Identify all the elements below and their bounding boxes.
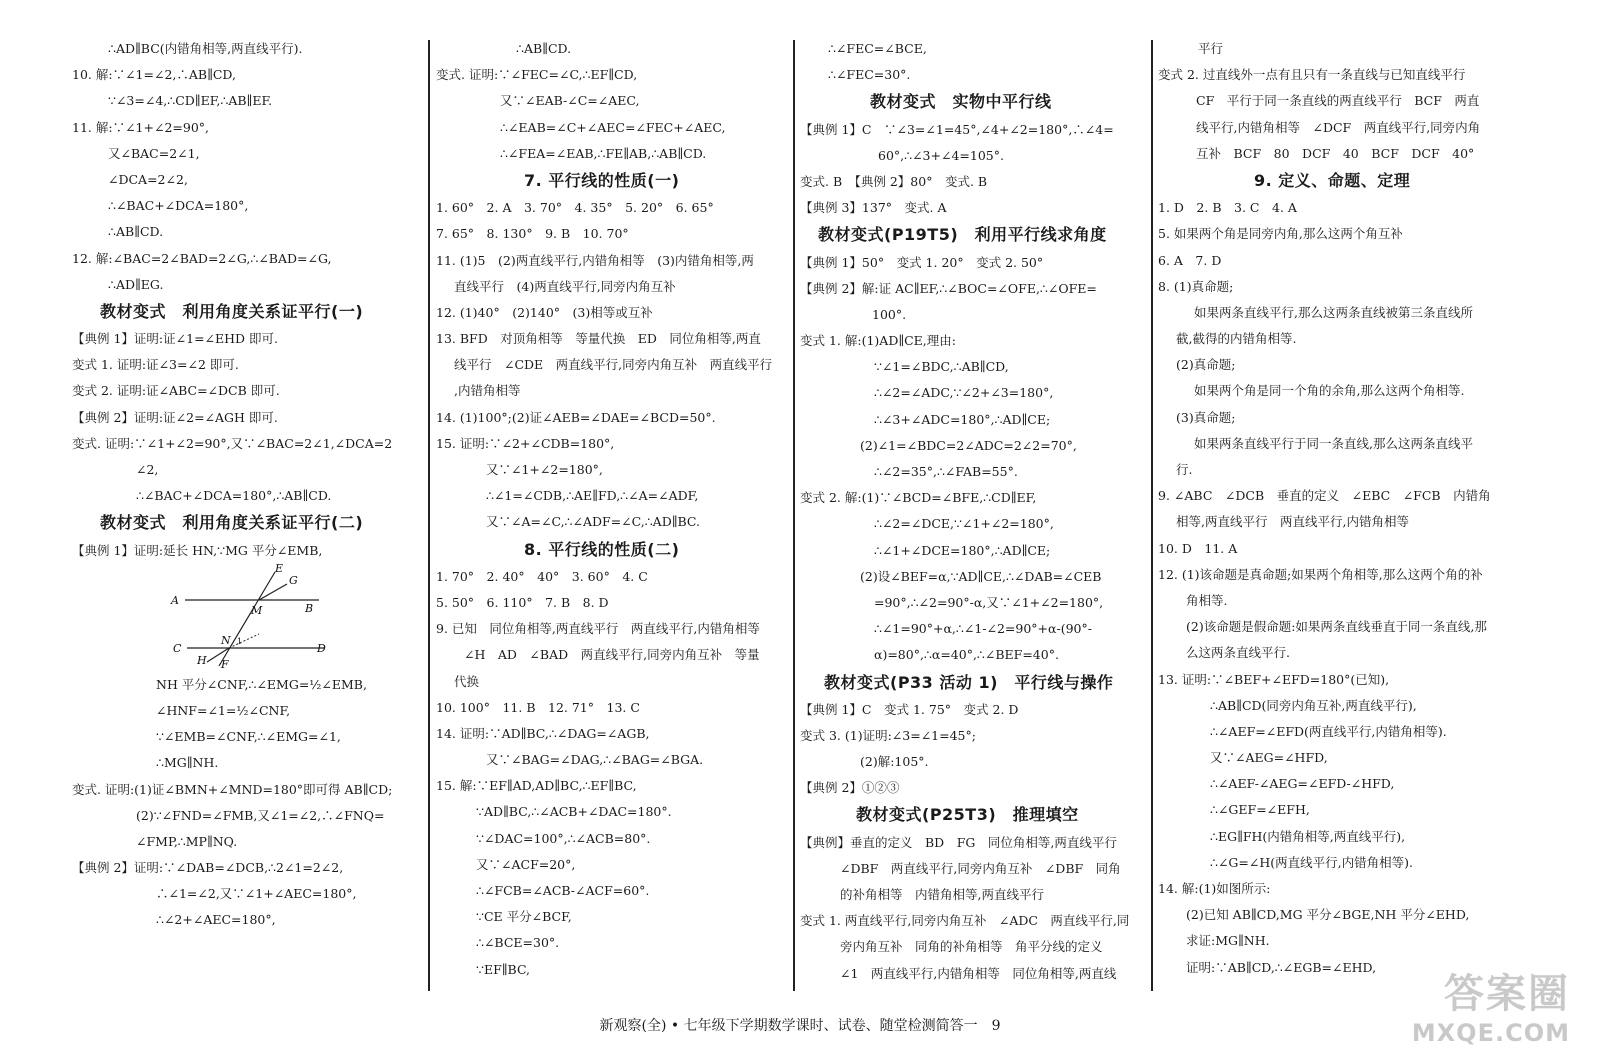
column-divider <box>428 40 430 991</box>
answer-line: 11. 解:∵∠1+∠2=90°, <box>72 119 209 135</box>
answer-line: ∴∠AEF-∠AEG=∠EFD-∠HFD, <box>1210 776 1395 792</box>
answer-line: ∵∠1=∠BDC,∴AB∥CD, <box>874 359 1009 375</box>
answer-line: 变式 2. 证明:证∠ABC=∠DCB 即可. <box>72 383 280 399</box>
answer-line: ∴∠BAC+∠DCA=180°,∴AB∥CD. <box>136 488 332 504</box>
answer-line: 1. D 2. B 3. C 4. A <box>1158 200 1297 216</box>
answer-line: 截,截得的内错角相等. <box>1176 331 1297 347</box>
geometry-figure <box>167 564 337 668</box>
answer-line: 【典例 1】C 变式 1. 75° 变式 2. D <box>800 701 1019 717</box>
answer-line: 旁内角互补 同角的补角相等 角平分线的定义 <box>840 939 1103 955</box>
answer-line: ∠2, <box>136 462 159 477</box>
answer-line: 平行 <box>1198 41 1224 56</box>
answer-line: 【典例 3】137° 变式. A <box>800 200 947 216</box>
section-heading: 教材变式 利用角度关系证平行(一) <box>100 301 364 321</box>
answer-line: 相等,两直线平行 两直线平行,内错角相等 <box>1176 514 1409 530</box>
answer-line: 15. 解:∵EF∥AD,AD∥BC,∴EF∥BC, <box>436 778 637 794</box>
answer-line: 变式 2. 过直线外一点有且只有一条直线与已知直线平行 <box>1158 67 1466 83</box>
answer-line: 变式. 证明:∵∠FEC=∠C,∴EF∥CD, <box>436 67 638 83</box>
label-g: G <box>289 573 298 587</box>
column-4 <box>1158 36 1514 981</box>
answer-line: (2)∠1=∠BDC=2∠ADC=2∠2=70°, <box>860 437 1077 453</box>
answer-line: ∴∠EAB=∠C+∠AEC=∠FEC+∠AEC, <box>500 119 726 135</box>
answer-line: 又∵∠BAG=∠DAG,∴∠BAG=∠BGA. <box>486 752 704 768</box>
section-heading: 7. 平行线的性质(一) <box>524 170 680 190</box>
answer-line: 变式 3. (1)证明:∠3=∠1=45°; <box>800 727 976 743</box>
answer-line: 角相等. <box>1186 592 1228 608</box>
label-b: B <box>305 601 314 615</box>
answer-line: 【典例 2】①②③ <box>800 780 900 796</box>
column-divider <box>793 40 795 991</box>
column-2 <box>436 36 792 983</box>
answer-line: 1. 60° 2. A 3. 70° 4. 35° 5. 20° 6. 65° <box>436 200 714 216</box>
answer-line: 变式 2. 解:(1)∵∠BCD=∠BFE,∴CD∥EF, <box>800 490 1037 506</box>
answer-line: 14. 证明:∵AD∥BC,∴∠DAG=∠AGB, <box>436 725 650 741</box>
answer-line: 如果两条直线平行于同一条直线,那么这两条直线平 <box>1194 435 1473 451</box>
answer-line: ∴∠GEF=∠EFH, <box>1210 802 1310 818</box>
section-heading: 9. 定义、命题、定理 <box>1254 170 1411 190</box>
answer-line: ∴∠1=∠CDB,∴AE∥FD,∴∠A=∠ADF, <box>486 488 699 504</box>
answer-line: ∴∠2=∠ADC,∵∠2+∠3=180°, <box>874 385 1054 401</box>
watermark <box>1412 962 1570 1047</box>
answer-line: 如果两条直线平行,那么这两条直线被第三条直线所 <box>1194 304 1473 320</box>
label-angle-1: 1 <box>237 636 243 646</box>
section-heading: 8. 平行线的性质(二) <box>524 539 680 559</box>
answer-line: 9. 已知 同位角相等,两直线平行 两直线平行,内错角相等 <box>436 621 760 637</box>
section-heading: 教材变式 实物中平行线 <box>870 92 1052 112</box>
answer-line: 【典例 1】C ∵∠3=∠1=45°,∠4+∠2=180°,∴∠4= <box>800 121 1114 137</box>
label-e: E <box>275 563 284 575</box>
answer-line: ∴AB∥CD. <box>516 41 572 56</box>
answer-line: (2)解:105°. <box>860 754 929 770</box>
answer-line: ∴AB∥CD(同旁内角互补,两直线平行), <box>1210 697 1417 713</box>
column-1 <box>72 36 424 934</box>
answer-line: ∴AB∥CD. <box>108 224 164 240</box>
answer-line: 60°,∴∠3+∠4=105°. <box>878 147 1004 163</box>
answer-line: ∠DCA=2∠2, <box>108 171 188 187</box>
answer-line: 14. 解:(1)如图所示: <box>1158 881 1271 896</box>
answer-line: ∴∠BAC+∠DCA=180°, <box>108 198 249 214</box>
section-heading: 教材变式(P25T3) 推理填空 <box>856 805 1079 825</box>
column-divider <box>1151 40 1153 991</box>
answer-line: ∴∠AEF=∠EFD(两直线平行,内错角相等). <box>1210 723 1447 739</box>
answer-line: 11. (1)5 (2)两直线平行,内错角相等 (3)内错角相等,两 <box>436 252 754 268</box>
answer-line: 行. <box>1176 462 1193 477</box>
answer-line: (2)设∠BEF=α,∵AD∥CE,∴∠DAB=∠CEB <box>860 568 1102 584</box>
answer-line: ∵∠EMB=∠CNF,∴∠EMG=∠1, <box>156 729 341 745</box>
answer-line: ∠H AD ∠BAD 两直线平行,同旁内角互补 等量 <box>464 647 760 663</box>
answer-line: ∠1 两直线平行,内错角相等 同位角相等,两直线 <box>840 965 1117 981</box>
answer-line: 14. (1)100°;(2)证∠AEB=∠DAE=∠BCD=50°. <box>436 409 716 425</box>
answer-line: 10. 解:∵∠1=∠2,∴AB∥CD, <box>72 67 236 83</box>
answer-line: 7. 65° 8. 130° 9. B 10. 70° <box>436 226 629 242</box>
answer-line: ,内错角相等 <box>454 383 521 399</box>
answer-line: 10. D 11. A <box>1158 540 1238 556</box>
answer-line: 【典例 1】50° 变式 1. 20° 变式 2. 50° <box>800 254 1044 270</box>
answer-line: ∴∠1=90°+α,∴∠1-∠2=90°+α-(90°- <box>874 621 1092 637</box>
answer-line: (2)真命题; <box>1176 357 1236 373</box>
answer-line: 证明:∵AB∥CD,∴∠EGB=∠EHD, <box>1186 959 1377 975</box>
answer-line: (2)已知 AB∥CD,MG 平分∠BGE,NH 平分∠EHD, <box>1186 907 1470 923</box>
answer-line: ∵AD∥BC,∴∠ACB+∠DAC=180°. <box>476 804 672 820</box>
answer-line: ∴∠2=∠DCE,∵∠1+∠2=180°, <box>874 516 1054 532</box>
answer-line: =90°,∴∠2=90°-α,又∵∠1+∠2=180°, <box>874 594 1104 610</box>
answer-line: 【典例 2】证明:∵∠DAB=∠DCB,∴2∠1=2∠2, <box>72 860 344 876</box>
answer-line: 变式 1. 解:(1)AD∥CE,理由: <box>800 333 956 349</box>
answer-line: 【典例 1】证明:延长 HN,∵MG 平分∠EMB, <box>72 542 323 558</box>
answer-line: 【典例 1】证明:证∠1=∠EHD 即可. <box>72 331 279 347</box>
answer-line: ∴∠2+∠AEC=180°, <box>156 912 276 928</box>
answer-line: 13. BFD 对顶角相等 等量代换 ED 同位角相等,两直 <box>436 331 761 347</box>
answer-line: 么这两条直线平行. <box>1186 645 1290 661</box>
answer-line: 变式 1. 两直线平行,同旁内角互补 ∠ADC 两直线平行,同 <box>800 913 1130 929</box>
answer-line: ∵CE 平分∠BCF, <box>476 909 572 925</box>
answer-line: 的补角相等 内错角相等,两直线平行 <box>840 887 1044 902</box>
answer-line: ∴∠FEC=∠BCE, <box>828 41 927 56</box>
answer-line: 线平行 ∠CDE 两直线平行,同旁内角互补 两直线平行 <box>454 357 773 373</box>
figure-container <box>72 564 424 672</box>
answer-line: 【典例 2】证明:证∠2=∠AGH 即可. <box>72 409 278 425</box>
answer-line: 1. 70° 2. 40° 40° 3. 60° 4. C <box>436 568 648 584</box>
label-n: N <box>221 633 231 647</box>
answer-line: 12. (1)该命题是真命题;如果两个角相等,那么这两个角的补 <box>1158 566 1483 582</box>
answer-line: 求证:MG∥NH. <box>1186 933 1270 949</box>
answer-line: (2)该命题是假命题:如果两条直线垂直于同一条直线,那 <box>1186 619 1487 635</box>
answer-line: ∴∠1+∠DCE=180°,∴AD∥CE; <box>874 542 1051 558</box>
answer-line: (2)∵∠FND=∠FMB,又∠1=∠2,∴∠FNQ= <box>136 807 385 823</box>
answer-line: ∠HNF=∠1=½∠CNF, <box>156 702 291 718</box>
answer-line: ∴∠FEC=30°. <box>828 67 911 83</box>
answer-line: ∵∠3=∠4,∴CD∥EF,∴AB∥EF. <box>108 93 273 109</box>
answer-line: ∴∠2=35°,∴∠FAB=55°. <box>874 464 1018 479</box>
answer-line: 又∠BAC=2∠1, <box>108 145 200 161</box>
answer-line: 变式. 证明:∵∠1+∠2=90°,又∵∠BAC=2∠1,∠DCA=2 <box>72 435 393 451</box>
answer-line: 线平行,内错角相等 ∠DCF 两直线平行,同旁内角 <box>1196 119 1481 135</box>
line-ef <box>219 572 275 666</box>
answer-line: 12. (1)40° (2)140° (3)相等或互补 <box>436 304 653 320</box>
answer-line: 【典例 2】解:证 AC∥EF,∴∠BOC=∠OFE,∴∠OFE= <box>800 280 1097 296</box>
label-f: F <box>221 657 229 668</box>
answer-line: 【典例】垂直的定义 BD FG 同位角相等,两直线平行 <box>800 834 1117 850</box>
answer-line: 又∵∠A=∠C,∴∠ADF=∠C,∴AD∥BC. <box>486 514 701 530</box>
section-heading: 教材变式(P33 活动 1) 平行线与操作 <box>824 672 1114 692</box>
answer-line: CF 平行于同一条直线的两直线平行 BCF 两直 <box>1196 93 1480 109</box>
answer-line: 9. ∠ABC ∠DCB 垂直的定义 ∠EBC ∠FCB 内错角 <box>1158 488 1491 504</box>
answer-line: 如果两个角是同一个角的余角,那么这两个角相等. <box>1194 383 1465 399</box>
answer-line: ∴∠1=∠2,又∵∠1+∠AEC=180°, <box>156 886 357 902</box>
label-d: D <box>317 641 326 655</box>
answer-line: 8. (1)真命题; <box>1158 278 1234 294</box>
answer-line: ∴AD∥BC(内错角相等,两直线平行). <box>108 41 303 56</box>
answer-line: ∴AD∥EG. <box>108 276 164 292</box>
section-heading: 教材变式 利用角度关系证平行(二) <box>100 513 364 533</box>
label-c: C <box>173 641 182 655</box>
answer-line: α)=80°,∴α=40°,∴∠BEF=40°. <box>874 647 1059 663</box>
answer-line: 100°. <box>872 306 907 322</box>
answer-line: ∴∠FEA=∠EAB,∴FE∥AB,∴AB∥CD. <box>500 145 707 161</box>
answer-line: 又∵∠ACF=20°, <box>476 856 576 872</box>
answer-line: ∴∠FCB=∠ACB-∠ACF=60°. <box>476 883 650 898</box>
answer-line: ∴∠G=∠H(两直线平行,内错角相等). <box>1210 854 1413 870</box>
answer-line: ∴∠BCE=30°. <box>476 935 560 951</box>
answer-line: ∴∠3+∠ADC=180°,∴AD∥CE; <box>874 411 1051 427</box>
watermark-url: MXQE.COM <box>1411 1019 1570 1047</box>
label-a: A <box>171 593 179 607</box>
answer-line: 13. 证明:∵∠BEF+∠EFD=180°(已知), <box>1158 671 1390 687</box>
answer-line: 又∵∠1+∠2=180°, <box>486 462 603 477</box>
answer-line: 变式. B 【典例 2】80° 变式. B <box>800 173 988 189</box>
page-footer: 新观察(全) • 七年级下学期数学课时、试卷、随堂检测简答一 9 <box>599 1018 1001 1034</box>
answer-line: 变式 1. 证明:证∠3=∠2 即可. <box>72 357 239 373</box>
section-heading: 教材变式(P19T5) 利用平行线求角度 <box>818 225 1107 245</box>
column-3 <box>800 36 1148 987</box>
answer-line: ∠DBF 两直线平行,同旁内角互补 ∠DBF 同角 <box>840 860 1121 876</box>
answer-line: 互补 BCF 80 DCF 40 BCF DCF 40° <box>1196 145 1475 161</box>
label-m: M <box>251 603 263 617</box>
answer-line: 5. 如果两个角是同旁内角,那么这两个角互补 <box>1158 226 1403 242</box>
answer-line: 又∵∠AEG=∠HFD, <box>1210 750 1328 766</box>
answer-line: 直线平行 (4)两直线平行,同旁内角互补 <box>454 278 676 294</box>
answer-line: NH 平分∠CNF,∴∠EMG=½∠EMB, <box>156 676 367 692</box>
answer-line: 变式. 证明:(1)证∠BMN+∠MND=180°即可得 AB∥CD; <box>72 781 393 797</box>
answer-line: ∵∠DAC=100°,∴∠ACB=80°. <box>476 830 651 846</box>
answer-line: ∠FMP,∴MP∥NQ. <box>136 833 238 849</box>
answer-line: 15. 证明:∵∠2+∠CDB=180°, <box>436 435 615 451</box>
answer-line: 又∵∠EAB-∠C=∠AEC, <box>500 93 640 109</box>
answer-line: ∵EF∥BC, <box>476 961 531 977</box>
answer-line: 6. A 7. D <box>1158 252 1222 268</box>
answer-line: ∴MG∥NH. <box>156 755 219 771</box>
label-h: H <box>197 653 207 667</box>
answer-line: (3)真命题; <box>1176 409 1236 425</box>
watermark-logo: 答案圈 <box>1444 971 1570 1017</box>
answer-line: 10. 100° 11. B 12. 71° 13. C <box>436 699 640 715</box>
answer-line: 12. 解:∠BAC=2∠BAD=2∠G,∴∠BAD=∠G, <box>72 250 332 266</box>
answer-line: ∴EG∥FH(内错角相等,两直线平行), <box>1210 828 1406 844</box>
answer-line: 5. 50° 6. 110° 7. B 8. D <box>436 594 609 610</box>
answer-line: 代换 <box>454 673 480 689</box>
